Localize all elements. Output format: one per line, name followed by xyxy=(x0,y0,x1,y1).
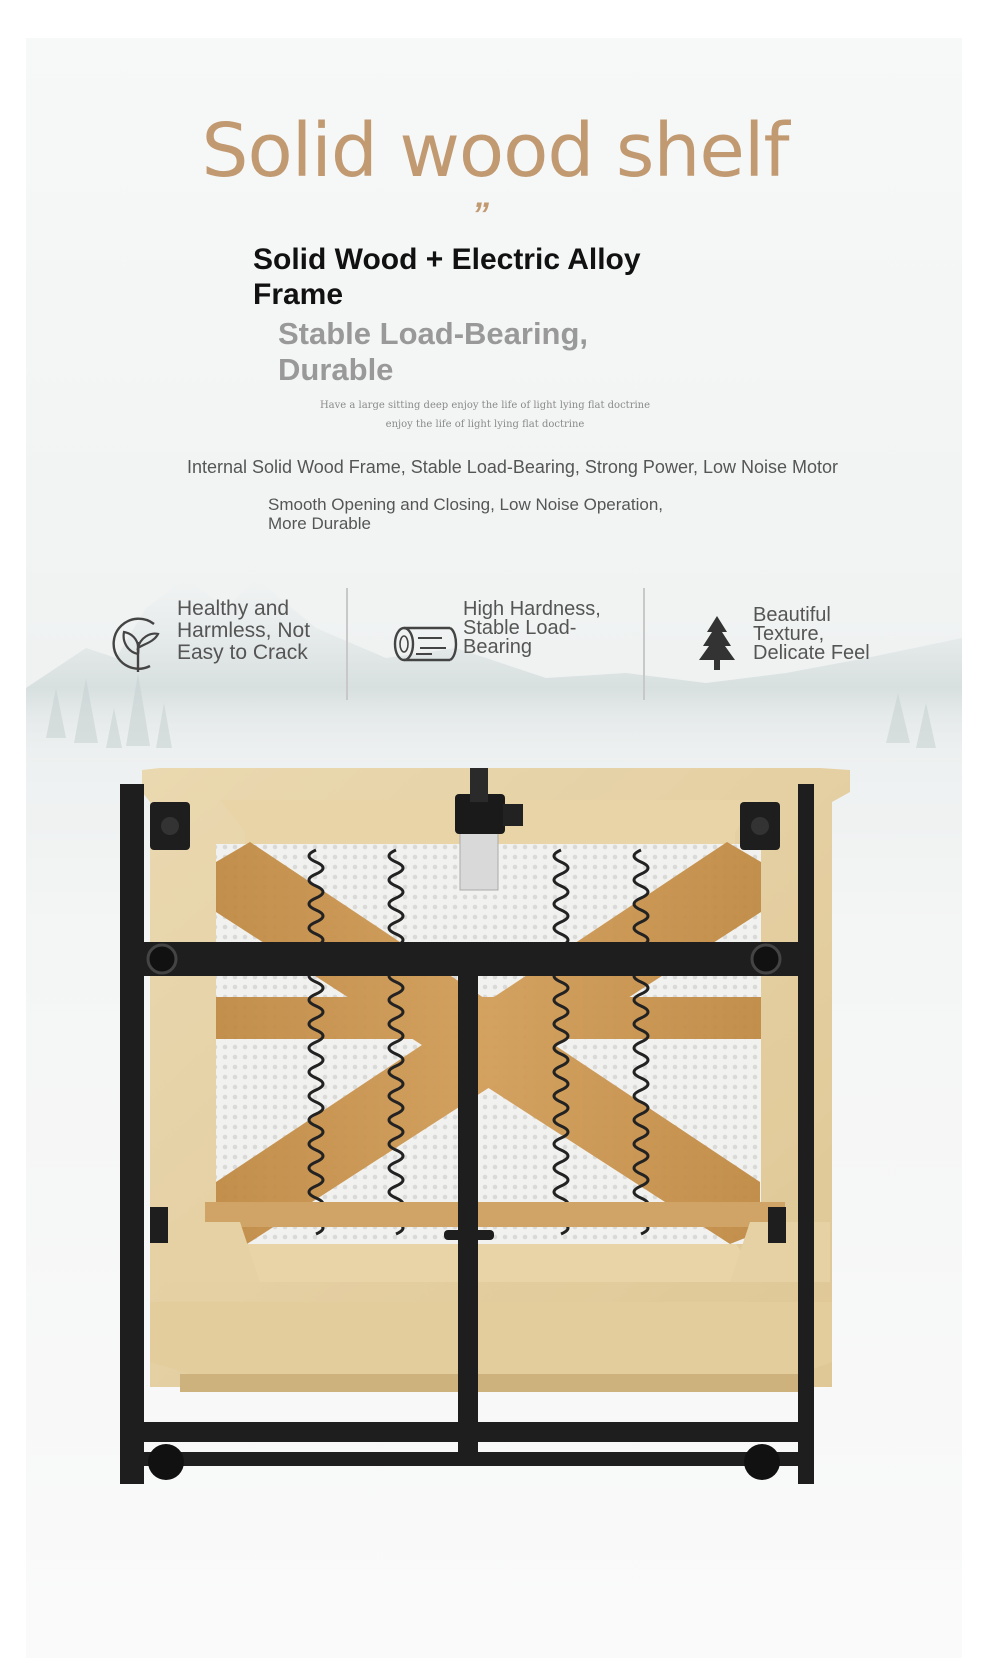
page-title: Solid wood shelf xyxy=(201,108,789,194)
pine-tree-icon xyxy=(697,614,737,677)
feature-label: Beautiful Texture, Delicate Feel xyxy=(753,604,870,664)
feature-divider xyxy=(643,588,645,700)
feature-divider xyxy=(346,588,348,700)
feature-hardness xyxy=(392,598,622,708)
sprout-icon xyxy=(110,612,166,681)
headline: Solid Wood + Electric Alloy Frame xyxy=(253,243,641,311)
description-line-1: Internal Solid Wood Frame, Stable Load-Bearing, Strong Power, Low Noise Motor xyxy=(187,457,839,477)
sofa-bed-frame-image xyxy=(120,762,870,1534)
feature-label: High Hardness, Stable Load-Bearing xyxy=(463,598,601,658)
description-line-2: Smooth Opening and Closing, Low Noise Operation, More Durable xyxy=(268,495,664,533)
feature-label: Healthy and Harmless, Not Easy to Crack xyxy=(177,597,311,664)
quote-mark: ” xyxy=(472,196,489,234)
log-icon xyxy=(392,622,458,671)
subheadline: Stable Load-Bearing, Durable xyxy=(278,316,589,387)
tagline-1: Have a large sitting deep enjoy the life of light lying flat doctrine xyxy=(319,400,651,411)
feature-texture xyxy=(695,598,895,708)
tagline-2: enjoy the life of light lying flat doctrine xyxy=(385,419,585,430)
feature-healthy xyxy=(110,598,340,708)
